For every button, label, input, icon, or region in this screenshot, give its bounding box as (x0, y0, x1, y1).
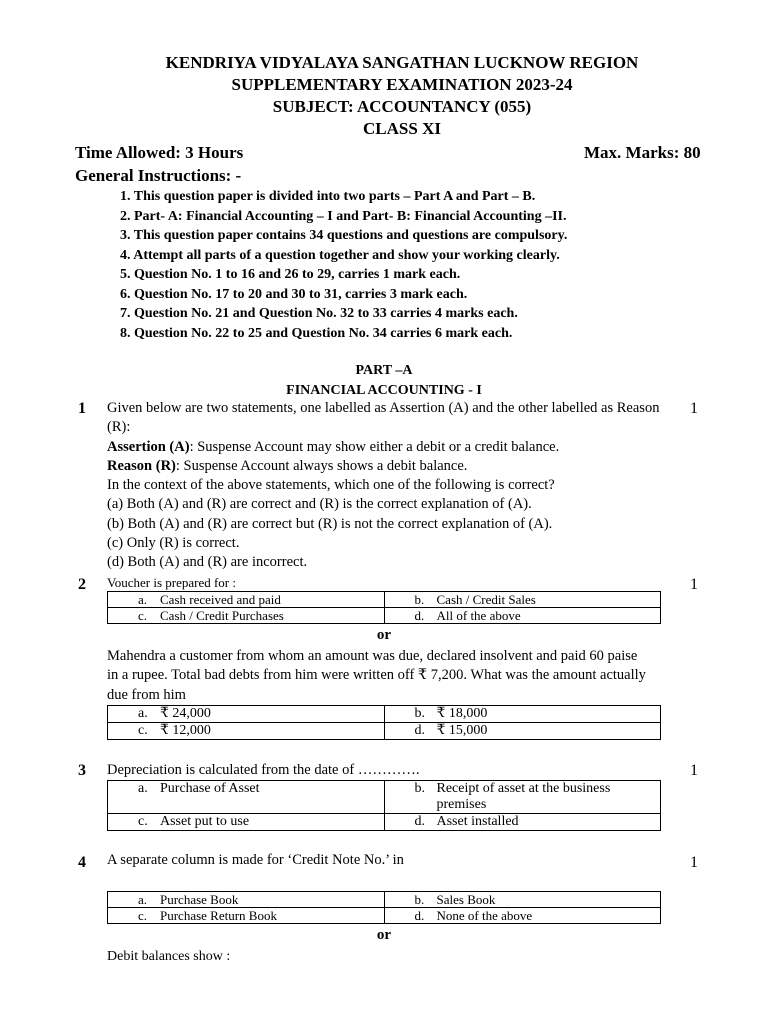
exam-title: SUPPLEMENTARY EXAMINATION 2023-24 (231, 75, 573, 94)
instruction-item: 7. Question No. 21 and Question No. 32 to 33 carries 4 marks each. (120, 306, 518, 321)
class-title: CLASS XI (363, 119, 441, 138)
general-instructions-heading: General Instructions: - (75, 166, 242, 185)
assertion-label: Assertion (A) (107, 438, 190, 455)
options-table (107, 705, 661, 740)
options-row (108, 608, 661, 624)
assertion-text: : Suspense Account may show either a debit or a credit balance. (189, 438, 560, 455)
option-letter: b. (414, 592, 425, 607)
option-letter: d. (414, 814, 425, 829)
instruction-item: 6. Question No. 17 to 20 and 30 to 31, carries 3 mark each. (120, 286, 468, 302)
options-table (107, 891, 661, 924)
option-cell (384, 608, 661, 624)
school-name: KENDRIYA VIDYALAYA SANGATHAN LUCKNOW REGION (165, 53, 639, 72)
option-text: Purchase of Asset (160, 781, 260, 796)
question-number: 1 (78, 400, 86, 417)
option-letter: b. (414, 892, 425, 907)
alternative-question-text: Debit balances show : (107, 949, 231, 964)
instruction-item: 8. Question No. 22 to 25 and Question No. 34 carries 6 mark each. (120, 325, 513, 341)
option-cell (108, 781, 385, 814)
option-letter: d. (414, 608, 425, 623)
option-cell (108, 608, 385, 624)
option-letter: d. (414, 908, 425, 923)
question-intro: Given below are two statements, one labelled as Assertion (A) and the other labelled as Reason (R): (107, 400, 660, 436)
option-text: None of the above (436, 908, 533, 923)
option-text: All of the above (436, 608, 521, 623)
option-cell (108, 908, 385, 924)
option-text: ₹ 12,000 (160, 723, 211, 738)
question-text: Depreciation is calculated from the date of …………. (107, 762, 420, 778)
question-marks: 1 (690, 576, 698, 593)
options-table (107, 591, 661, 624)
option-letter: a. (138, 781, 148, 796)
option-c: (c) Only (R) is correct. (107, 535, 240, 552)
part-title: PART –A (355, 363, 413, 378)
options-row (108, 892, 661, 908)
subject-title: SUBJECT: ACCOUNTANCY (055) (272, 97, 532, 116)
options-row (108, 908, 661, 924)
option-cell (384, 814, 661, 831)
question-number: 4 (78, 854, 86, 871)
option-letter: c. (138, 723, 148, 738)
instructions-list (120, 187, 567, 343)
option-d: (d) Both (A) and (R) are incorrect. (107, 554, 308, 571)
option-cell (108, 723, 385, 740)
option-text: ₹ 15,000 (436, 723, 488, 738)
or-divider: or (376, 927, 392, 943)
option-letter: a. (138, 892, 148, 907)
part-subtitle: FINANCIAL ACCOUNTING - I (286, 383, 482, 398)
option-letter: b. (414, 706, 425, 721)
question-number: 3 (78, 762, 86, 779)
reason-text: : Suspense Account always shows a debit balance. (175, 457, 468, 474)
option-cell (384, 892, 661, 908)
option-text: Asset put to use (160, 814, 250, 829)
option-text: ₹ 24,000 (160, 706, 211, 721)
or-divider: or (376, 627, 392, 643)
option-letter: a. (138, 706, 148, 721)
option-letter: c. (138, 814, 148, 829)
alternative-question-text: Mahendra a customer from whom an amount was due, declared insolvent and paid 60 paise in a rupee. Total bad debts from him were written off ₹ 7,200. What was the amount actually due from him (107, 648, 646, 703)
option-letter: b. (414, 781, 425, 796)
option-text: Cash / Credit Sales (436, 592, 536, 607)
instruction-item: 4. Attempt all parts of a question together and show your working clearly. (120, 247, 560, 263)
max-marks: Max. Marks: 80 (584, 143, 701, 162)
option-letter: c. (138, 908, 148, 923)
question-text: Voucher is prepared for : (107, 575, 236, 590)
question-prompt: In the context of the above statements, which one of the following is correct? (107, 477, 555, 494)
instruction-item: 5. Question No. 1 to 16 and 26 to 29, carries 1 mark each. (120, 267, 461, 282)
option-text: ₹ 18,000 (436, 706, 488, 721)
option-text: Cash received and paid (160, 592, 281, 607)
reason-label: Reason (R) (107, 457, 176, 474)
option-cell (108, 592, 385, 608)
option-cell (108, 892, 385, 908)
option-b: (b) Both (A) and (R) are correct but (R) is not the correct explanation of (A). (107, 515, 553, 532)
option-text: Purchase Return Book (160, 908, 277, 923)
option-text: Sales Book (436, 892, 496, 907)
options-row (108, 592, 661, 608)
question-number: 2 (78, 576, 86, 593)
question-marks: 1 (690, 854, 698, 871)
option-text: Asset installed (436, 814, 519, 829)
option-letter: c. (138, 608, 148, 623)
options-row (108, 723, 661, 740)
time-allowed: Time Allowed: 3 Hours (75, 143, 244, 162)
option-cell (108, 814, 385, 831)
option-cell (384, 706, 661, 723)
option-text: Cash / Credit Purchases (160, 608, 284, 623)
reason-line (107, 457, 663, 476)
options-table (107, 780, 661, 831)
option-text: Receipt of asset at the business premises (436, 781, 611, 812)
question-marks: 1 (690, 762, 698, 779)
instruction-item: 3. This question paper contains 34 questions and questions are compulsory. (120, 228, 568, 243)
option-letter: d. (414, 723, 425, 738)
option-cell (108, 706, 385, 723)
options-row (108, 781, 661, 814)
instruction-item: 1. This question paper is divided into two parts – Part A and Part – B. (120, 189, 536, 204)
option-cell (384, 908, 661, 924)
question-1 (107, 399, 663, 573)
question-text: A separate column is made for ‘Credit Note No.’ in (107, 852, 404, 868)
option-cell (384, 723, 661, 740)
option-a: (a) Both (A) and (R) are correct and (R) is the correct explanation of (A). (107, 496, 532, 513)
instruction-item: 2. Part- A: Financial Accounting – I and Part- B: Financial Accounting –II. (120, 208, 567, 224)
option-cell (384, 781, 661, 814)
option-cell (384, 592, 661, 608)
assertion-line (107, 438, 663, 457)
question-marks: 1 (690, 400, 698, 417)
options-row (108, 814, 661, 831)
option-text: Purchase Book (160, 892, 239, 907)
options-row (108, 706, 661, 723)
option-letter: a. (138, 592, 148, 607)
